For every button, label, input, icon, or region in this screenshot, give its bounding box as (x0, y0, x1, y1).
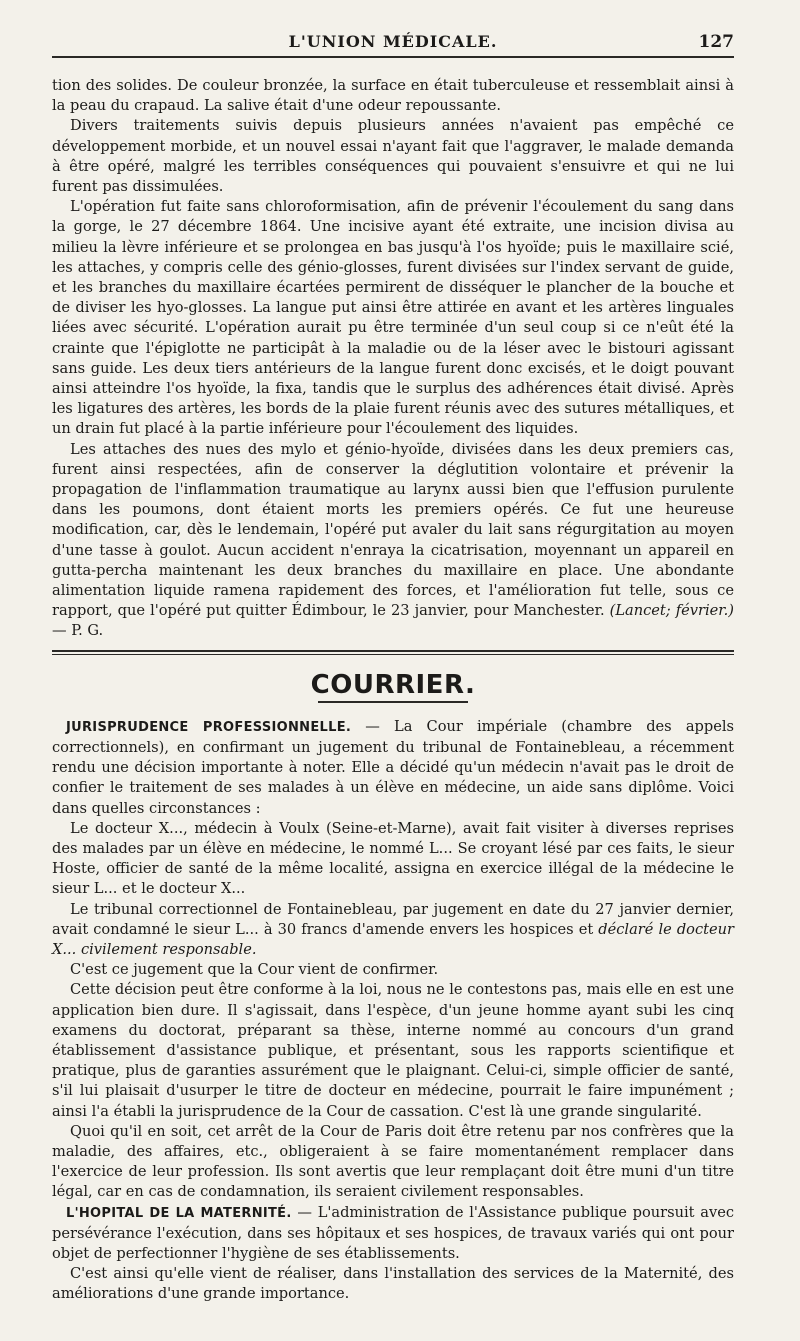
courrier-item-jurisprudence (52, 717, 734, 819)
page-number: 127 (698, 32, 734, 52)
courrier-paragraph-text: Le tribunal correctionnel de Fontainebleau, par jugement en date du 27 janvier dernier, avait condamné le sieur L... à 30 francs d'amende envers les hospices et (52, 900, 734, 938)
section-title: COURRIER. (310, 669, 476, 700)
courrier-paragraph: C'est ce jugement que la Cour vient de confirmer. (70, 961, 439, 979)
article-paragraph-final (52, 440, 734, 642)
rubric-heading: JURISPRUDENCE PROFESSIONNELLE. (66, 719, 352, 735)
courrier-italic-tail: déclaré le docteur X... civilement responsable. (52, 920, 734, 958)
article-body (52, 76, 734, 1305)
journal-title: L'UNION MÉDICALE. (288, 32, 498, 51)
courrier-item-maternite (52, 1203, 734, 1265)
section-title-underline (318, 701, 468, 703)
courrier-paragraph: — L'administration de l'Assistance publique poursuit avec persévérance l'exécution, dans ses hôpitaux et ses hospices, de travaux variés qui ont pour objet de perfectionner l'hygiène de ses établissements. (52, 1203, 735, 1262)
article-citation: (Lancet; février.) (609, 602, 734, 620)
article-signature: — P. G. (52, 622, 104, 640)
article-paragraph: Divers traitements suivis depuis plusieurs années n'avaient pas empêché ce développement morbide, et un nouvel essai n'ayant fait que l'aggraver, le malade demanda à être opéré, malgré les terribles conséquences qui pouvaient s'ensuivre et qui ne lui furent pas dissimulées. (52, 117, 734, 196)
article-paragraph-text: Les attaches des nues des mylo et génio-hyoïde, divisées dans les deux premiers cas, furent ainsi respectées, afin de conserver la déglutition volontaire et prévenir la propagation de l'inflammation traumatique au larynx aussi bien que l'effusion purulente dans les poumons, dont étaient morts les premiers opérés. Ce fut une heureuse modification, car, dès le lendemain, l'opéré put avaler du lait sans régurgitation au moyen d'une tasse à goulot. Aucun accident n'enraya la cicatrisation, moyennant un appareil en gutta-percha maintenant les deux branches du maxillaire en place. Une abondante alimentation liquide ramena rapidement des forces, et l'amélioration fut telle, sous ce rapport, que l'opéré put quitter Édimbour, le 23 janvier, pour Manchester. (52, 440, 734, 620)
courrier-paragraph: Cette décision peut être conforme à la loi, nous ne le contestons pas, mais elle en est une application bien dure. Il s'agissait, dans l'espèce, d'un jeune homme ayant subi les cinq examens du doctorat, préparant sa thèse, interne nommé au concours d'un grand établissement d'assistance publique, et présentant, sous les rapports scientifique et pratique, plus de garanties assurément que le plaignant. Celui-ci, simple officier de santé, s'il lui plaisait d'usurper le titre de docteur en médecine, pourrait le faire impunément ; ainsi l'a établi la jurisprudence de la Cour de cassation. C'est là une grande singularité. (52, 981, 734, 1120)
courrier-paragraph: C'est ainsi qu'elle vient de réaliser, dans l'installation des services de la Maternité, des améliorations d'une grande importance. (52, 1265, 734, 1303)
courrier-paragraph: Quoi qu'il en soit, cet arrêt de la Cour de Paris doit être retenu par nos confrères que la maladie, des affaires, etc., obligeraient à se faire momentanément remplacer dans l'exercice de leur profession. Ils sont avertis que leur remplaçant doit être muni d'un titre légal, car en cas de condamnation, ils seraient civilement responsables. (52, 1122, 734, 1201)
courrier-paragraph: — La Cour impériale (chambre des appels correctionnels), en confirmant un jugement du tribunal de Fontainebleau, a récemment rendu une décision importante à noter. Elle a décidé qu'un médecin n'avait pas le droit de confier le traitement de ses malades à un élève en médecine, un aide sans diplôme. Voici dans quelles circonstances : (52, 717, 734, 817)
courrier-paragraph: Le docteur X..., médecin à Voulx (Seine-et-Marne), avait fait visiter à diverses reprises des malades par un élève en médecine, le nommé L... Se croyant lésé par ces faits, le sieur Hoste, officier de santé de la même localité, assigna en exercice illégal de la médecine le sieur L... et le docteur X... (52, 819, 734, 898)
section-divider (52, 650, 734, 655)
courrier-paragraph-judgment (52, 900, 734, 961)
article-paragraph: L'opération fut faite sans chloroformisation, afin de prévenir l'écoulement du sang dans la gorge, le 27 décembre 1864. Une incisive ayant été extraite, une incision divisa au milieu la lèvre inférieure et se prolongea en bas jusqu'à l'os hyoïde; puis le maxillaire scié, les attaches, y compris celle des génio-glosses, furent divisées sur l'index servant de guide, et les branches du maxillaire écartées permirent de disséquer le plancher de la bouche et de diviser les hyo-glosses. La langue put ainsi être attirée en avant et les artères linguales liées avec sécurité. L'opération aurait pu être terminée d'un seul coup si ce n'eût été la crainte que l'épiglotte ne participât à la maladie ou de la léser avec le bistouri agissant sans guide. Les deux tiers antérieurs de la langue furent donc excisés, et le doigt pouvant ainsi atteindre l'os hyoïde, la fixa, tandis que le surplus des adhérences était divisé. Après les ligatures des artères, les bords de la plaie furent réunis avec des sutures métalliques, et un drain fut placé à la partie inférieure pour l'écoulement des liquides. (52, 198, 734, 438)
running-header (52, 30, 734, 58)
article-paragraph: tion des solides. De couleur bronzée, la surface en était tuberculeuse et ressemblait ainsi à la peau du crapaud. La salive était d'une odeur repoussante. (52, 77, 734, 115)
rubric-heading: L'HOPITAL DE LA MATERNITÉ. (66, 1205, 292, 1221)
